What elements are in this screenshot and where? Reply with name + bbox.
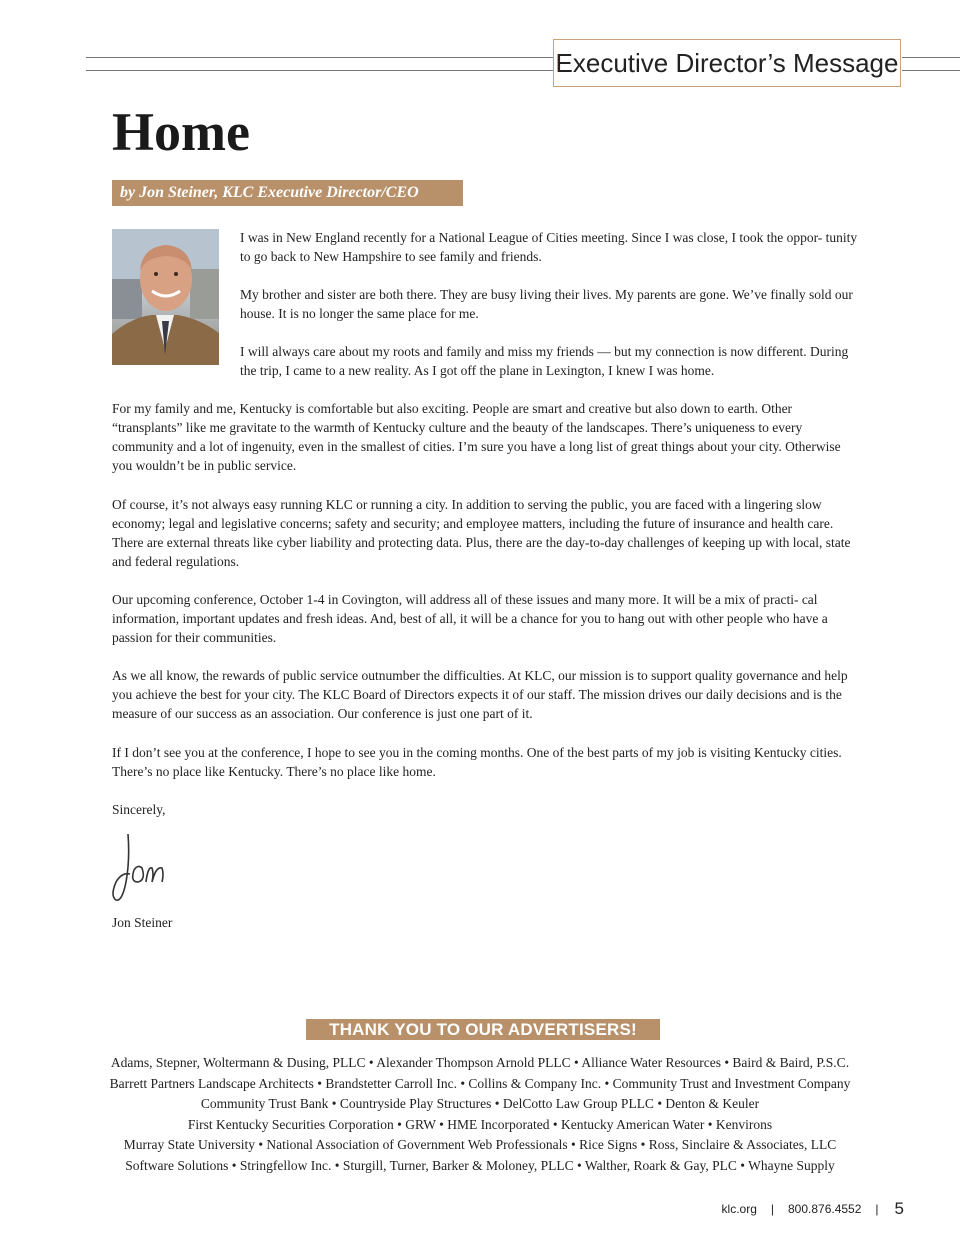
footer-phone: 800.876.4552 bbox=[788, 1202, 862, 1216]
section-label: Executive Director’s Message bbox=[553, 39, 901, 87]
advertisers-line: Adams, Stepner, Woltermann & Dusing, PLLC • Alexander Thompson Arnold PLLC • Alliance Water Resources • Baird & Baird, P.S.C. bbox=[110, 1055, 850, 1070]
paragraph-3: I will always care about my roots and family and miss my friends — but my connection is now different. During the trip, I came to a new reality. As I got off the plane in Lexington, I knew I was home. bbox=[240, 344, 849, 378]
header-rule-upper-left bbox=[86, 57, 554, 58]
paragraph-7: As we all know, the rewards of public service outnumber the difficulties. At KLC, our mission is to support quality governance and help you achieve the best for your city. The KLC Board of Directors expects it of our staff. The mission drives our daily decisions and is the measure of our success as an association. Our conference is just one part of it. bbox=[112, 668, 848, 721]
closing: Sincerely, bbox=[112, 802, 166, 817]
page-footer bbox=[722, 1199, 904, 1219]
author-photo bbox=[112, 229, 219, 365]
advertisers-list bbox=[60, 1053, 900, 1177]
paragraph-4: For my family and me, Kentucky is comfortable but also exciting. People are smart and creative but also down to earth. Other “transplants” like me gravitate to the warmth of Kentucky culture and the beauty of the landscapes. There’s uniqueness to every community and a lot of ingenuity, even in the smallest of cities. I’m sure you have a long list of great things about your city. Otherwise you wouldn’t be in public service. bbox=[112, 401, 841, 473]
header-rule-lower-left bbox=[86, 70, 554, 71]
header-rule-lower-right bbox=[902, 70, 960, 71]
article-title: Home bbox=[112, 102, 250, 162]
advertisers-line: Software Solutions • Stringfellow Inc. • Sturgill, Turner, Barker & Moloney, PLLC • Walther, Roark & Gay, PLC • Whayne Supply bbox=[125, 1157, 835, 1173]
advertisers-banner: THANK YOU TO OUR ADVERTISERS! bbox=[306, 1019, 660, 1040]
page-number: 5 bbox=[894, 1199, 904, 1218]
paragraph-2: My brother and sister are both there. They are busy living their lives. My parents are gone. We’ve finally sold our house. It is no longer the same place for me. bbox=[240, 287, 853, 321]
paragraph-8: If I don’t see you at the conference, I hope to see you in the coming months. One of the best parts of my job is visiting Kentucky cities. There’s no place like Kentucky. There’s no place like home. bbox=[112, 745, 842, 779]
paragraph-1: I was in New England recently for a National League of Cities meeting. Since I was close, I took the oppor- tunity to go back to New Hampshire to see family and friends. bbox=[240, 230, 858, 264]
signature-icon bbox=[108, 830, 172, 908]
advertisers-line: Community Trust Bank • Countryside Play Structures • DelCotto Law Group PLLC • Denton & Keuler bbox=[200, 1096, 760, 1112]
footer-separator: | bbox=[770, 1202, 774, 1216]
advertisers-line: Barrett Partners Landscape Architects • Brandstetter Carroll Inc. • Collins & Company Inc. • Community Trust and Investment Company bbox=[109, 1075, 851, 1091]
paragraph-5: Of course, it’s not always easy running KLC or running a city. In addition to serving the public, you are faced with a lingering slow economy; legal and legislative concerns; safety and security; and employee matters, including the future of insurance and health care. There are external threats like cyber liability and protecting data. Plus, there are the day-to-day challenges of keeping up with local, state and federal regulations. bbox=[112, 497, 851, 569]
footer-website: klc.org bbox=[721, 1202, 757, 1216]
header-rule-upper-right bbox=[902, 57, 960, 58]
signer-name: Jon Steiner bbox=[112, 915, 173, 930]
byline: by Jon Steiner, KLC Executive Director/CEO bbox=[112, 180, 463, 206]
advertisers-line: Murray State University • National Association of Government Web Professionals • Rice Signs • Ross, Sinclaire & Associates, LLC bbox=[123, 1137, 837, 1153]
footer-separator: | bbox=[875, 1202, 879, 1216]
author-portrait-icon bbox=[112, 229, 219, 365]
advertisers-line: First Kentucky Securities Corporation • GRW • HME Incorporated • Kentucky American Water • Kenvirons bbox=[187, 1116, 773, 1132]
paragraph-6: Our upcoming conference, October 1-4 in Covington, will address all of these issues and many more. It will be a mix of practi- cal information, important updates and fresh ideas. And, best of all, it will be a chance for you to hang out with other people who have a passion for their communities. bbox=[112, 592, 828, 645]
